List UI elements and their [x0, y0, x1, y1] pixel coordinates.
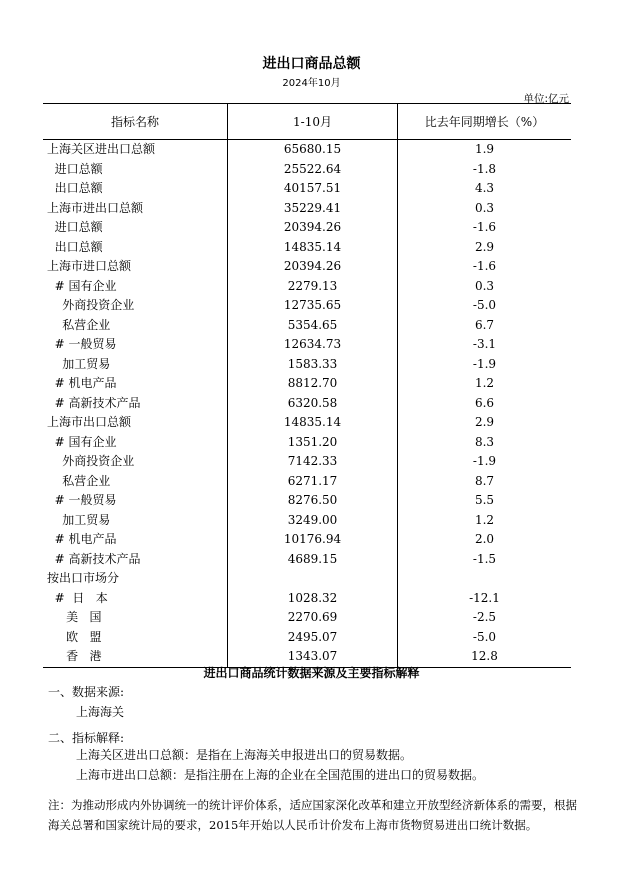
row-growth-cell: -1.5	[472, 551, 497, 566]
row-name-cell: 私营企业	[43, 316, 228, 336]
row-name-cell: 外商投资企业	[43, 452, 228, 472]
row-name-cell: 香 港	[43, 647, 228, 667]
row-value-cell: 25522.64	[228, 160, 398, 180]
table-row	[43, 238, 571, 258]
row-name-cell: 按出口市场分	[43, 569, 228, 589]
row-growth-cell: 0.3	[474, 200, 495, 215]
row-growth-cell: -1.6	[472, 220, 497, 234]
row-value-cell: 1343.07	[228, 647, 398, 667]
row-name-cell: # 一般贸易	[43, 335, 228, 355]
table-row	[43, 355, 571, 375]
row-value-cell: 1351.20	[228, 433, 398, 453]
table-row	[43, 335, 571, 355]
row-value-cell: 10176.94	[228, 530, 398, 550]
row-growth-cell: 2.9	[474, 239, 495, 254]
table-row	[43, 316, 571, 336]
row-growth-cell: 8.7	[474, 473, 495, 488]
row-growth-cell: -1.9	[472, 454, 497, 468]
row-value-cell: 8812.70	[228, 374, 398, 394]
row-name-cell: 上海市进出口总额	[43, 199, 228, 219]
table-row	[43, 472, 571, 492]
row-name-cell: 美 国	[43, 608, 228, 628]
row-value-cell: 5354.65	[228, 316, 398, 336]
table-row	[43, 199, 571, 219]
indicator-definition-1: 上海关区进出口总额：是指在上海海关申报进出口的贸易数据。	[76, 748, 413, 762]
row-growth-cell: 8.3	[474, 434, 495, 449]
row-growth-cell	[398, 569, 572, 589]
row-value-cell: 8276.50	[228, 491, 398, 511]
row-name-cell: 上海市出口总额	[43, 413, 228, 433]
source-text: 上海海关	[76, 705, 125, 719]
row-name-cell: # 国有企业	[43, 433, 228, 453]
indicator-definition-2: 上海市进出口总额：是指注册在上海的企业在全国范围的进出口的贸易数据。	[76, 768, 485, 782]
report-period: 2024年10月	[282, 78, 341, 89]
row-value-cell: 14835.14	[228, 413, 398, 433]
table-row	[43, 589, 571, 609]
row-value-cell: 14835.14	[228, 238, 398, 258]
row-name-cell: # 高新技术产品	[43, 394, 228, 414]
row-name-cell: # 高新技术产品	[43, 550, 228, 570]
row-name-cell: # 一般贸易	[43, 491, 228, 511]
row-growth-cell: -1.8	[472, 161, 497, 176]
row-name-cell: 私营企业	[43, 472, 228, 492]
table-row	[43, 296, 571, 316]
row-growth-cell: 2.9	[474, 415, 495, 429]
row-value-cell: 4689.15	[228, 550, 398, 570]
row-growth-cell: -12.1	[469, 590, 500, 605]
source-heading: 一、数据来源:	[48, 685, 125, 699]
table-row	[43, 628, 571, 648]
table-row	[43, 452, 571, 472]
row-name-cell: 欧 盟	[43, 628, 228, 648]
footnote: 注：为推动形成内外协调统一的统计评价体系，适应国家深化改革和建立开放型经济新体系的需要，根据海关总署和国家统计局的要求，2015年开始以人民币计价发布上海市货物贸易进出口统计数据。	[48, 798, 577, 832]
row-growth-cell: 1.2	[474, 376, 495, 390]
row-name-cell: 上海市进口总额	[43, 257, 228, 277]
row-name-cell: 进口总额	[43, 218, 228, 238]
row-value-cell: 1583.33	[228, 355, 398, 375]
table-header-row	[43, 104, 571, 140]
row-name-cell: 上海关区进出口总额	[43, 140, 228, 160]
row-value-cell: 6271.17	[228, 472, 398, 492]
row-growth-cell: 1.2	[474, 512, 495, 527]
row-name-cell: 进口总额	[43, 160, 228, 180]
row-value-cell: 6320.58	[228, 394, 398, 414]
row-value-cell: 35229.41	[228, 199, 398, 219]
row-growth-cell: 5.5	[474, 493, 495, 507]
row-value-cell: 2270.69	[228, 608, 398, 628]
row-growth-cell: -3.1	[472, 337, 497, 351]
table-row	[43, 160, 571, 180]
page-title: 进出口商品总额	[262, 56, 361, 72]
row-growth-cell: -1.6	[472, 259, 497, 273]
row-growth-cell: -5.0	[472, 298, 497, 312]
row-value-cell: 1028.32	[228, 589, 398, 609]
row-value-cell: 20394.26	[228, 257, 398, 277]
indicator-heading: 二、指标解释:	[48, 731, 125, 745]
column-header-period: 1-10月	[228, 104, 398, 140]
row-growth-cell: 6.7	[474, 317, 495, 332]
row-name-cell: # 机电产品	[43, 530, 228, 550]
table-row	[43, 491, 571, 511]
unit-label: 单位:亿元	[523, 93, 569, 105]
table-row	[43, 413, 571, 433]
row-name-cell: 出口总额	[43, 179, 228, 199]
row-growth-cell: 0.3	[474, 278, 495, 293]
row-value-cell: 20394.26	[228, 218, 398, 238]
row-growth-cell: -2.5	[472, 610, 497, 624]
table-row	[43, 608, 571, 628]
notes-section-title: 进出口商品统计数据来源及主要指标解释	[203, 666, 420, 680]
row-name-cell: 加工贸易	[43, 355, 228, 375]
table-row	[43, 257, 571, 277]
table-row	[43, 140, 571, 160]
table-row	[43, 433, 571, 453]
table-row	[43, 179, 571, 199]
table-row	[43, 277, 571, 297]
row-value-cell: 7142.33	[228, 452, 398, 472]
column-header-growth: 比去年同期增长（%）	[398, 104, 572, 140]
column-header-name: 指标名称	[43, 104, 228, 140]
table-row	[43, 530, 571, 550]
row-name-cell: 外商投资企业	[43, 296, 228, 316]
row-growth-cell: 6.6	[474, 395, 495, 410]
row-name-cell: 出口总额	[43, 238, 228, 258]
row-name-cell: # 机电产品	[43, 374, 228, 394]
table-row	[43, 550, 571, 570]
row-growth-cell: 4.3	[474, 181, 495, 195]
table-row	[43, 511, 571, 531]
row-value-cell: 2495.07	[228, 628, 398, 648]
row-value-cell: 2279.13	[228, 277, 398, 297]
row-growth-cell: 2.0	[474, 532, 495, 546]
row-value-cell: 12634.73	[228, 335, 398, 355]
row-growth-cell: 1.9	[474, 142, 495, 156]
row-growth-cell: 12.8	[398, 647, 572, 667]
row-growth-cell: -1.9	[472, 356, 497, 371]
row-value-cell: 3249.00	[228, 511, 398, 531]
row-value-cell	[228, 569, 398, 589]
table-row	[43, 394, 571, 414]
row-value-cell: 65680.15	[228, 140, 398, 160]
row-name-cell: # 国有企业	[43, 277, 228, 297]
row-value-cell: 40157.51	[228, 179, 398, 199]
row-name-cell: 加工贸易	[43, 511, 228, 531]
trade-table	[43, 103, 571, 668]
table-row	[43, 374, 571, 394]
row-name-cell: # 日 本	[43, 589, 228, 609]
row-growth-cell: -5.0	[472, 629, 497, 644]
row-value-cell: 12735.65	[228, 296, 398, 316]
table-row	[43, 569, 571, 589]
table-row	[43, 218, 571, 238]
